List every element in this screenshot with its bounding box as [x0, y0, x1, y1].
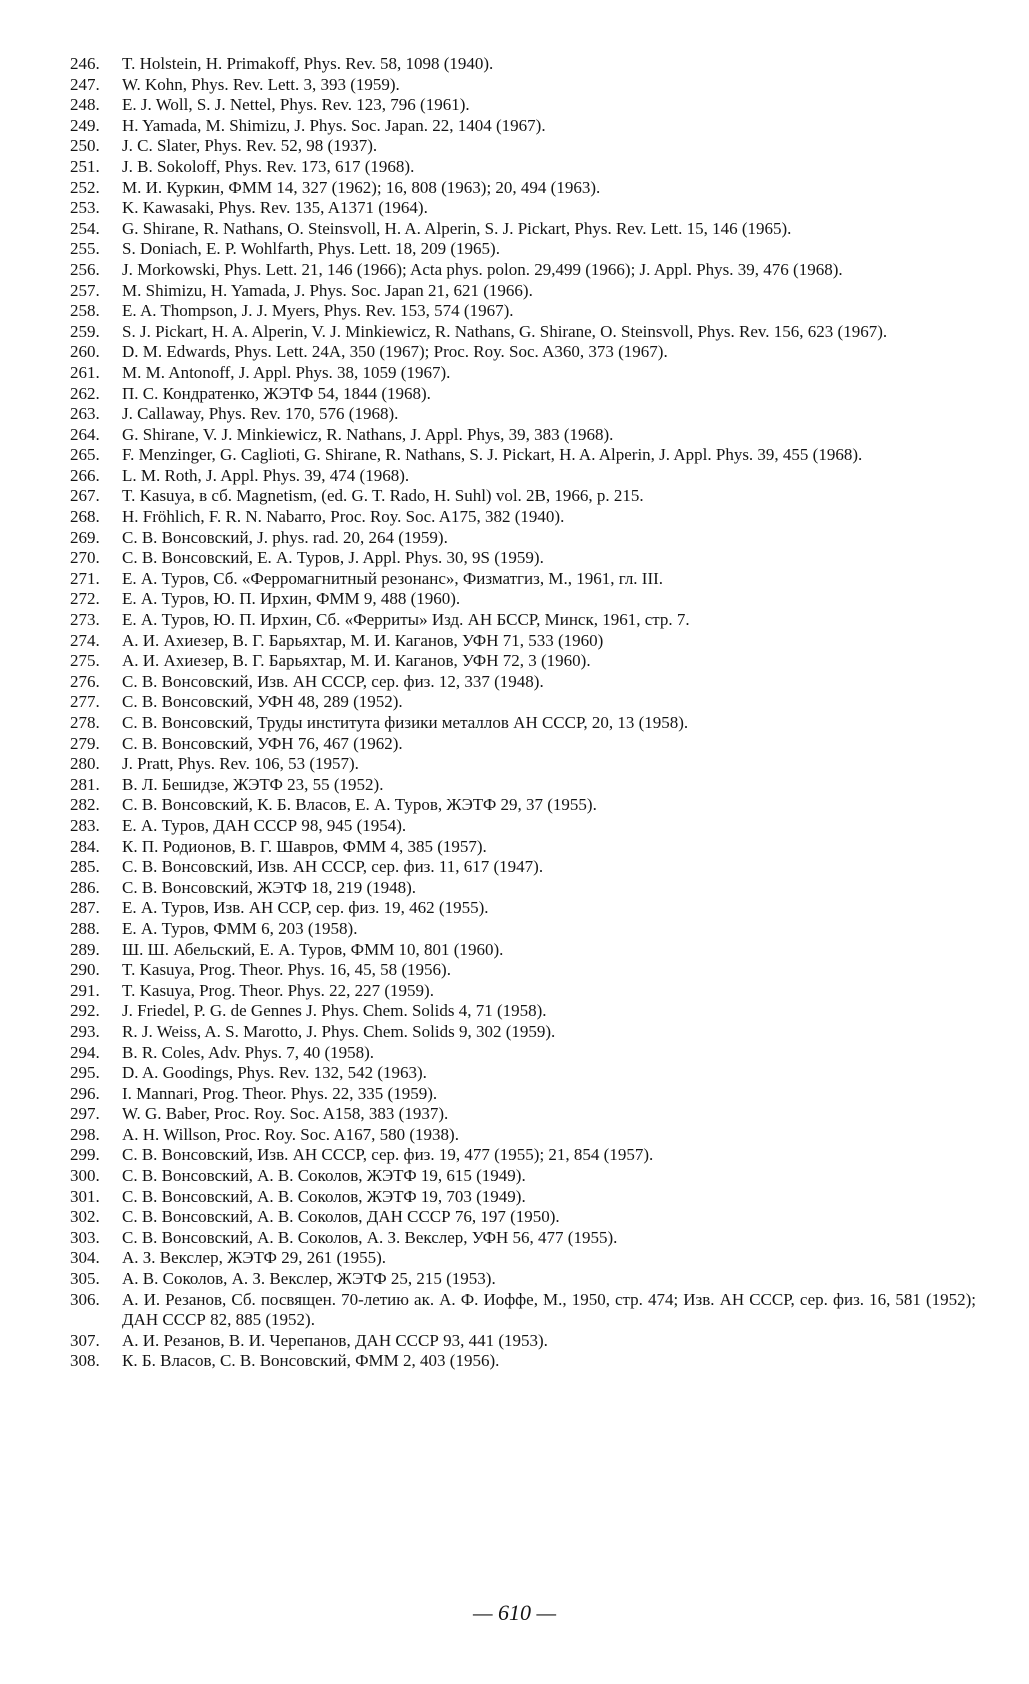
- reference-number: 303.: [70, 1227, 100, 1247]
- reference-item: [70, 404, 976, 425]
- reference-item: [70, 116, 976, 137]
- reference-item: [70, 569, 976, 590]
- reference-text: L. M. Roth, J. Appl. Phys. 39, 474 (1968).: [122, 465, 410, 485]
- reference-text: H. Fröhlich, F. R. N. Nabarro, Proc. Roy. Soc. A175, 382 (1940).: [122, 507, 565, 527]
- reference-number: 261.: [70, 362, 100, 382]
- reference-number: 255.: [70, 239, 100, 259]
- reference-item: [70, 1166, 976, 1187]
- reference-text: С. В. Вонсовский, Труды института физики металлов АН СССР, 20, 13 (1958).: [122, 713, 689, 732]
- reference-item: [70, 1022, 976, 1043]
- reference-number: 267.: [70, 486, 100, 506]
- reference-number: 277.: [70, 692, 100, 712]
- reference-number: 265.: [70, 445, 100, 465]
- reference-item: [70, 219, 976, 240]
- reference-text: E. J. Woll, S. J. Nettel, Phys. Rev. 123, 796 (1961).: [122, 95, 470, 115]
- reference-text: S. J. Pickart, H. A. Alperin, V. J. Minkiewicz, R. Nathans, G. Shirane, O. Steinsvoll, Phys. Rev. 156, 623 (1967).: [122, 321, 888, 341]
- reference-number: 268.: [70, 507, 100, 527]
- reference-number: 285.: [70, 857, 100, 877]
- reference-number: 264.: [70, 424, 100, 444]
- reference-item: [70, 1125, 976, 1146]
- reference-text: G. Shirane, V. J. Minkiewicz, R. Nathans, J. Appl. Phys, 39, 383 (1968).: [122, 424, 614, 444]
- reference-item: [70, 631, 976, 652]
- reference-number: 270.: [70, 548, 100, 568]
- reference-item: [70, 1207, 976, 1228]
- reference-text: Е. А. Туров, Ю. П. Ирхин, ФММ 9, 488 (1960).: [122, 589, 461, 609]
- reference-number: 288.: [70, 918, 100, 938]
- reference-item: [70, 322, 976, 343]
- reference-text: S. Doniach, E. P. Wohlfarth, Phys. Lett. 18, 209 (1965).: [122, 239, 500, 259]
- reference-text: А. И. Резанов, В. И. Черепанов, ДАН СССР 93, 441 (1953).: [122, 1330, 548, 1350]
- reference-text: Е. А. Туров, Изв. АН ССР, сер. физ. 19, 462 (1955).: [122, 898, 489, 918]
- reference-number: 308.: [70, 1351, 100, 1371]
- reference-text: А. И. Ахиезер, В. Г. Барьяхтар, М. И. Каганов, УФН 72, 3 (1960).: [122, 651, 591, 671]
- reference-number: 302.: [70, 1207, 100, 1227]
- reference-number: 275.: [70, 651, 100, 671]
- reference-text: С. В. Вонсовский, УФН 76, 467 (1962).: [122, 733, 403, 753]
- reference-item: [70, 466, 976, 487]
- reference-number: 259.: [70, 321, 100, 341]
- reference-number: 289.: [70, 939, 100, 959]
- reference-number: 298.: [70, 1124, 100, 1144]
- reference-text: K. Kawasaki, Phys. Rev. 135, A1371 (1964).: [122, 198, 428, 218]
- reference-item: [70, 734, 976, 755]
- reference-number: 280.: [70, 754, 100, 774]
- reference-text: С. В. Вонсовский, К. Б. Власов, Е. А. Туров, ЖЭТФ 29, 37 (1955).: [122, 795, 597, 815]
- reference-number: 269.: [70, 527, 100, 547]
- reference-item: [70, 1084, 976, 1105]
- reference-text: С. В. Вонсовский, УФН 48, 289 (1952).: [122, 692, 403, 712]
- page-number: — 610 —: [472, 1600, 557, 1625]
- reference-item: [70, 157, 976, 178]
- reference-number: 306.: [70, 1289, 100, 1309]
- reference-text: J. Morkowski, Phys. Lett. 21, 146 (1966); Acta phys. polon. 29,499 (1966); J. Appl. Phys. 39, 476 (1968).: [122, 259, 843, 279]
- reference-text: С. В. Вонсовский, Изв. АН СССР, сер. физ. 19, 477 (1955); 21, 854 (1957).: [122, 1145, 654, 1165]
- reference-number: 304.: [70, 1248, 100, 1268]
- reference-text: Е. А. Туров, ДАН СССР 98, 945 (1954).: [122, 815, 407, 835]
- reference-item: [70, 1248, 976, 1269]
- reference-number: 250.: [70, 136, 100, 156]
- reference-number: 263.: [70, 404, 100, 424]
- reference-text: С. В. Вонсовский, А. В. Соколов, ЖЭТФ 19, 703 (1949).: [122, 1186, 526, 1206]
- reference-item: [70, 260, 976, 281]
- reference-item: [70, 445, 976, 466]
- reference-item: [70, 1187, 976, 1208]
- reference-text: T. Kasuya, в сб. Magnetism, (ed. G. T. Rado, H. Suhl) vol. 2B, 1966, p. 215.: [122, 486, 644, 506]
- reference-text: R. J. Weiss, A. S. Marotto, J. Phys. Chem. Solids 9, 302 (1959).: [122, 1021, 556, 1041]
- reference-number: 293.: [70, 1021, 100, 1041]
- reference-number: 283.: [70, 815, 100, 835]
- reference-item: [70, 178, 976, 199]
- reference-item: [70, 239, 976, 260]
- reference-item: [70, 281, 976, 302]
- reference-number: 256.: [70, 259, 100, 279]
- reference-number: 301.: [70, 1186, 100, 1206]
- reference-text: T. Kasuya, Prog. Theor. Phys. 16, 45, 58 (1956).: [122, 960, 451, 980]
- reference-text: С. В. Вонсовский, J. phys. rad. 20, 264 (1959).: [122, 527, 448, 547]
- reference-text: J. B. Sokoloff, Phys. Rev. 173, 617 (1968).: [122, 156, 415, 176]
- reference-number: 273.: [70, 610, 100, 630]
- reference-text: С. В. Вонсовский, А. В. Соколов, ЖЭТФ 19, 615 (1949).: [122, 1166, 526, 1186]
- reference-text: С. В. Вонсовский, ЖЭТФ 18, 219 (1948).: [122, 877, 417, 897]
- reference-text: T. Kasuya, Prog. Theor. Phys. 22, 227 (1959).: [122, 980, 434, 1000]
- reference-number: 300.: [70, 1166, 100, 1186]
- reference-number: 253.: [70, 198, 100, 218]
- reference-item: [70, 692, 976, 713]
- reference-item: [70, 136, 976, 157]
- reference-number: 260.: [70, 342, 100, 362]
- reference-number: 266.: [70, 465, 100, 485]
- reference-number: 279.: [70, 733, 100, 753]
- reference-number: 276.: [70, 671, 100, 691]
- reference-number: 274.: [70, 630, 100, 650]
- reference-item: [70, 507, 976, 528]
- reference-item: [70, 425, 976, 446]
- reference-text: T. Holstein, H. Primakoff, Phys. Rev. 58, 1098 (1940).: [122, 54, 494, 73]
- reference-number: 297.: [70, 1104, 100, 1124]
- reference-text: F. Menzinger, G. Caglioti, G. Shirane, R. Nathans, S. J. Pickart, H. A. Alperin, J. Appl. Phys. 39, 455 (1968).: [122, 445, 863, 465]
- reference-item: [70, 651, 976, 672]
- reference-text: М. И. Куркин, ФММ 14, 327 (1962); 16, 808 (1963); 20, 494 (1963).: [122, 177, 601, 197]
- reference-item: [70, 548, 976, 569]
- reference-text: Е. А. Туров, Ю. П. Ирхин, Сб. «Ферриты» Изд. АН БССР, Минск, 1961, стр. 7.: [122, 610, 690, 630]
- reference-item: [70, 960, 976, 981]
- reference-text: E. A. Thompson, J. J. Myers, Phys. Rev. 153, 574 (1967).: [122, 301, 514, 321]
- reference-item: [70, 1351, 976, 1372]
- reference-number: 290.: [70, 960, 100, 980]
- reference-item: [70, 1043, 976, 1064]
- reference-number: 271.: [70, 568, 100, 588]
- reference-text: J. Pratt, Phys. Rev. 106, 53 (1957).: [122, 754, 359, 774]
- reference-text: Е. А. Туров, ФММ 6, 203 (1958).: [122, 918, 358, 938]
- reference-text: A. H. Willson, Proc. Roy. Soc. A167, 580 (1938).: [122, 1124, 459, 1144]
- reference-item: [70, 1063, 976, 1084]
- reference-text: G. Shirane, R. Nathans, O. Steinsvoll, H. A. Alperin, S. J. Pickart, Phys. Rev. Lett. 15, 146 (1965).: [122, 218, 792, 238]
- reference-number: 262.: [70, 383, 100, 403]
- reference-item: [70, 301, 976, 322]
- reference-item: [70, 75, 976, 96]
- reference-number: 291.: [70, 980, 100, 1000]
- reference-item: [70, 672, 976, 693]
- reference-item: [70, 1104, 976, 1125]
- reference-text: Е. А. Туров, Сб. «Ферромагнитный резонанс», Физматгиз, М., 1961, гл. III.: [122, 568, 664, 588]
- reference-text: С. В. Вонсовский, Е. А. Туров, J. Appl. Phys. 30, 9S (1959).: [122, 548, 544, 568]
- reference-text: С. В. Вонсовский, Изв. АН СССР, сер. физ. 11, 617 (1947).: [122, 857, 544, 877]
- reference-item: [70, 775, 976, 796]
- reference-text: А. И. Ахиезер, В. Г. Барьяхтар, М. И. Каганов, УФН 71, 533 (1960): [122, 630, 604, 650]
- reference-text: К. Б. Власов, С. В. Вонсовский, ФММ 2, 403 (1956).: [122, 1351, 500, 1371]
- reference-item: [70, 486, 976, 507]
- reference-text: D. A. Goodings, Phys. Rev. 132, 542 (1963).: [122, 1063, 427, 1083]
- reference-number: 257.: [70, 280, 100, 300]
- reference-text: J. Callaway, Phys. Rev. 170, 576 (1968).: [122, 404, 399, 424]
- reference-item: [70, 754, 976, 775]
- reference-item: [70, 54, 976, 75]
- reference-number: 254.: [70, 218, 100, 238]
- reference-number: 272.: [70, 589, 100, 609]
- reference-number: 248.: [70, 95, 100, 115]
- reference-item: [70, 919, 976, 940]
- reference-text: M. M. Antonoff, J. Appl. Phys. 38, 1059 (1967).: [122, 362, 451, 382]
- reference-item: [70, 95, 976, 116]
- reference-item: [70, 363, 976, 384]
- reference-number: 292.: [70, 1001, 100, 1021]
- reference-item: [70, 610, 976, 631]
- reference-text: M. Shimizu, H. Yamada, J. Phys. Soc. Japan 21, 621 (1966).: [122, 280, 533, 300]
- reference-item: [70, 1001, 976, 1022]
- reference-text: W. Kohn, Phys. Rev. Lett. 3, 393 (1959).: [122, 74, 400, 94]
- reference-text: Ш. Ш. Абельский, Е. А. Туров, ФММ 10, 801 (1960).: [122, 939, 504, 959]
- reference-item: [70, 1145, 976, 1166]
- reference-item: [70, 713, 976, 734]
- reference-item: [70, 981, 976, 1002]
- reference-number: 258.: [70, 301, 100, 321]
- reference-item: [70, 342, 976, 363]
- reference-item: [70, 816, 976, 837]
- reference-number: 247.: [70, 74, 100, 94]
- reference-number: 282.: [70, 795, 100, 815]
- reference-list: [70, 54, 976, 1372]
- reference-text: С. В. Вонсовский, А. В. Соколов, ДАН СССР 76, 197 (1950).: [122, 1207, 560, 1227]
- reference-number: 251.: [70, 156, 100, 176]
- reference-item: [70, 384, 976, 405]
- reference-text: А. В. Соколов, А. З. Векслер, ЖЭТФ 25, 215 (1953).: [122, 1269, 496, 1289]
- reference-text: J. C. Slater, Phys. Rev. 52, 98 (1937).: [122, 136, 378, 156]
- reference-item: [70, 198, 976, 219]
- reference-number: 284.: [70, 836, 100, 856]
- reference-item: [70, 795, 976, 816]
- reference-item: [70, 1290, 976, 1331]
- reference-number: 294.: [70, 1042, 100, 1062]
- reference-item: [70, 528, 976, 549]
- reference-text: С. В. Вонсовский, А. В. Соколов, А. З. Векслер, УФН 56, 477 (1955).: [122, 1227, 618, 1247]
- reference-text: К. П. Родионов, В. Г. Шавров, ФММ 4, 385 (1957).: [122, 836, 487, 856]
- reference-number: 287.: [70, 898, 100, 918]
- reference-item: [70, 857, 976, 878]
- reference-text: J. Friedel, P. G. de Gennes J. Phys. Chem. Solids 4, 71 (1958).: [122, 1001, 547, 1021]
- reference-text: А. И. Резанов, Сб. посвящен. 70-летию ак. А. Ф. Иоффе, М., 1950, стр. 474; Изв. АН СССР, сер. физ. 16, 581 (1952); ДАН СССР 82, 885 (1952).: [122, 1289, 976, 1330]
- reference-number: 296.: [70, 1083, 100, 1103]
- reference-number: 299.: [70, 1145, 100, 1165]
- reference-number: 252.: [70, 177, 100, 197]
- reference-text: B. R. Coles, Adv. Phys. 7, 40 (1958).: [122, 1042, 375, 1062]
- reference-number: 307.: [70, 1330, 100, 1350]
- reference-item: [70, 940, 976, 961]
- reference-item: [70, 878, 976, 899]
- reference-number: 281.: [70, 774, 100, 794]
- reference-item: [70, 1269, 976, 1290]
- reference-text: D. M. Edwards, Phys. Lett. 24A, 350 (1967); Proc. Roy. Soc. A360, 373 (1967).: [122, 342, 668, 362]
- reference-text: А. З. Векслер, ЖЭТФ 29, 261 (1955).: [122, 1248, 387, 1268]
- reference-number: 305.: [70, 1269, 100, 1289]
- reference-item: [70, 837, 976, 858]
- reference-item: [70, 1331, 976, 1352]
- reference-text: П. С. Кондратенко, ЖЭТФ 54, 1844 (1968).: [122, 383, 431, 403]
- reference-text: В. Л. Бешидзе, ЖЭТФ 23, 55 (1952).: [122, 774, 384, 794]
- reference-text: W. G. Baber, Proc. Roy. Soc. A158, 383 (1937).: [122, 1104, 449, 1124]
- reference-item: [70, 1228, 976, 1249]
- reference-number: 249.: [70, 115, 100, 135]
- reference-number: 278.: [70, 713, 100, 732]
- reference-item: [70, 589, 976, 610]
- reference-text: С. В. Вонсовский, Изв. АН СССР, сер. физ. 12, 337 (1948).: [122, 671, 544, 691]
- reference-number: 286.: [70, 877, 100, 897]
- reference-text: I. Mannari, Prog. Theor. Phys. 22, 335 (1959).: [122, 1083, 438, 1103]
- reference-number: 295.: [70, 1063, 100, 1083]
- reference-item: [70, 898, 976, 919]
- reference-text: H. Yamada, M. Shimizu, J. Phys. Soc. Japan. 22, 1404 (1967).: [122, 115, 546, 135]
- reference-number: 246.: [70, 54, 100, 73]
